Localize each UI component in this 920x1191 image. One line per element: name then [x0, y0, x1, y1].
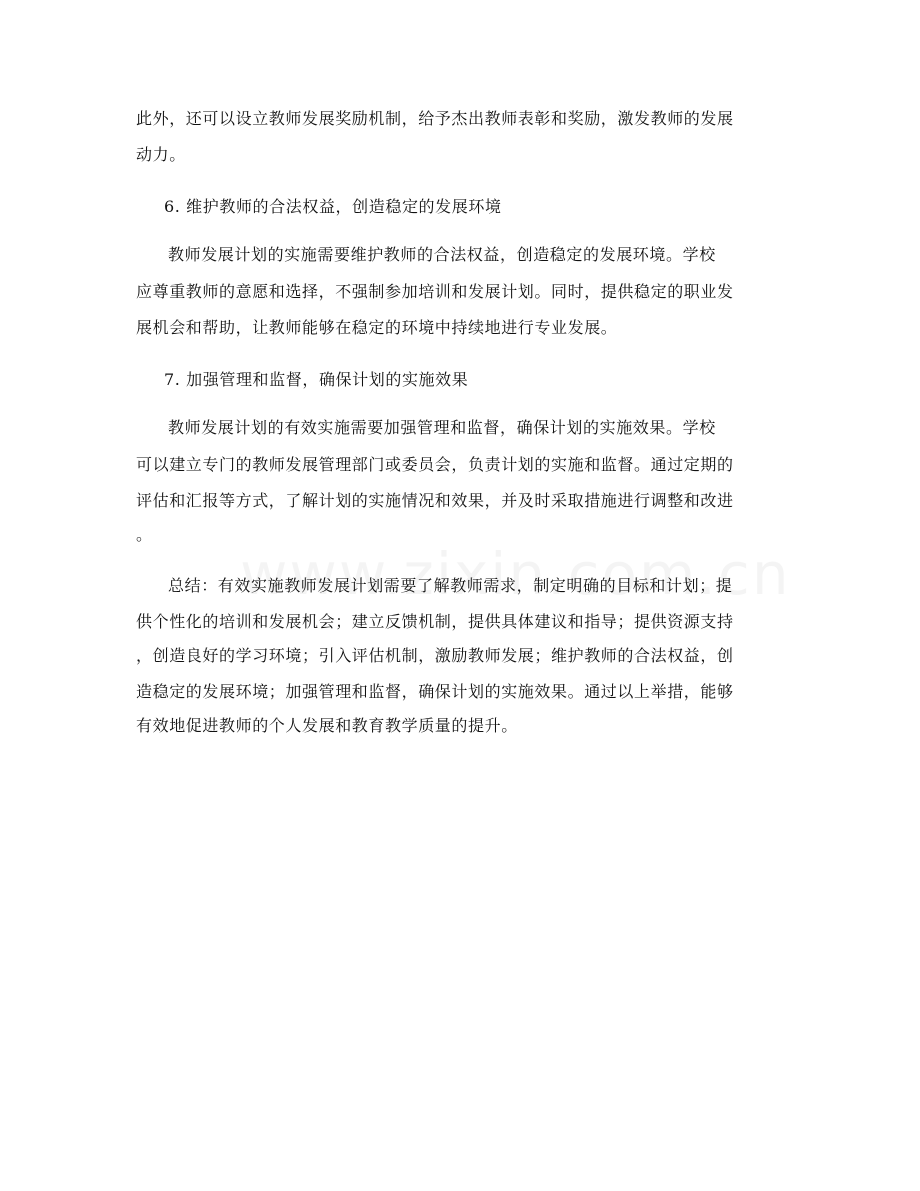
paragraph-line: 动力。 [136, 145, 186, 164]
paragraph-line: 展机会和帮助，让教师能够在稳定的环境中持续地进行专业发展。 [136, 318, 618, 337]
summary-line: ，创造良好的学习环境；引入评估机制，激励教师发展；维护教师的合法权益，创 [136, 646, 734, 665]
paragraph-line: 可以建立专门的教师发展管理部门或委员会，负责计划的实施和监督。通过定期的 [136, 455, 734, 474]
paragraph-line: 。 [136, 525, 153, 544]
summary-line: 造稳定的发展环境；加强管理和监督，确保计划的实施效果。通过以上举措，能够 [136, 682, 734, 701]
summary-line: 供个性化的培训和发展机会；建立反馈机制，提供具体建议和指导；提供资源支持 [136, 612, 734, 631]
section-heading-6: 6. 维护教师的合法权益，创造稳定的发展环境 [164, 197, 502, 216]
paragraph-line: 评估和汇报等方式，了解计划的实施情况和效果，并及时采取措施进行调整和改进 [136, 491, 734, 510]
paragraph-line: 教师发展计划的有效实施需要加强管理和监督，确保计划的实施效果。学校 [168, 418, 716, 437]
paragraph-line: 教师发展计划的实施需要维护教师的合法权益，创造稳定的发展环境。学校 [168, 245, 716, 264]
summary-line: 有效地促进教师的个人发展和教育教学质量的提升。 [136, 716, 518, 735]
paragraph-line: 此外，还可以设立教师发展奖励机制，给予杰出教师表彰和奖励，激发教师的发展 [136, 109, 734, 128]
summary-line: 总结：有效实施教师发展计划需要了解教师需求，制定明确的目标和计划；提 [168, 576, 733, 595]
section-heading-7: 7. 加强管理和监督，确保计划的实施效果 [164, 370, 469, 389]
watermark [240, 540, 791, 608]
paragraph-line: 应尊重教师的意愿和选择，不强制参加培训和发展计划。同时，提供稳定的职业发 [136, 282, 734, 301]
